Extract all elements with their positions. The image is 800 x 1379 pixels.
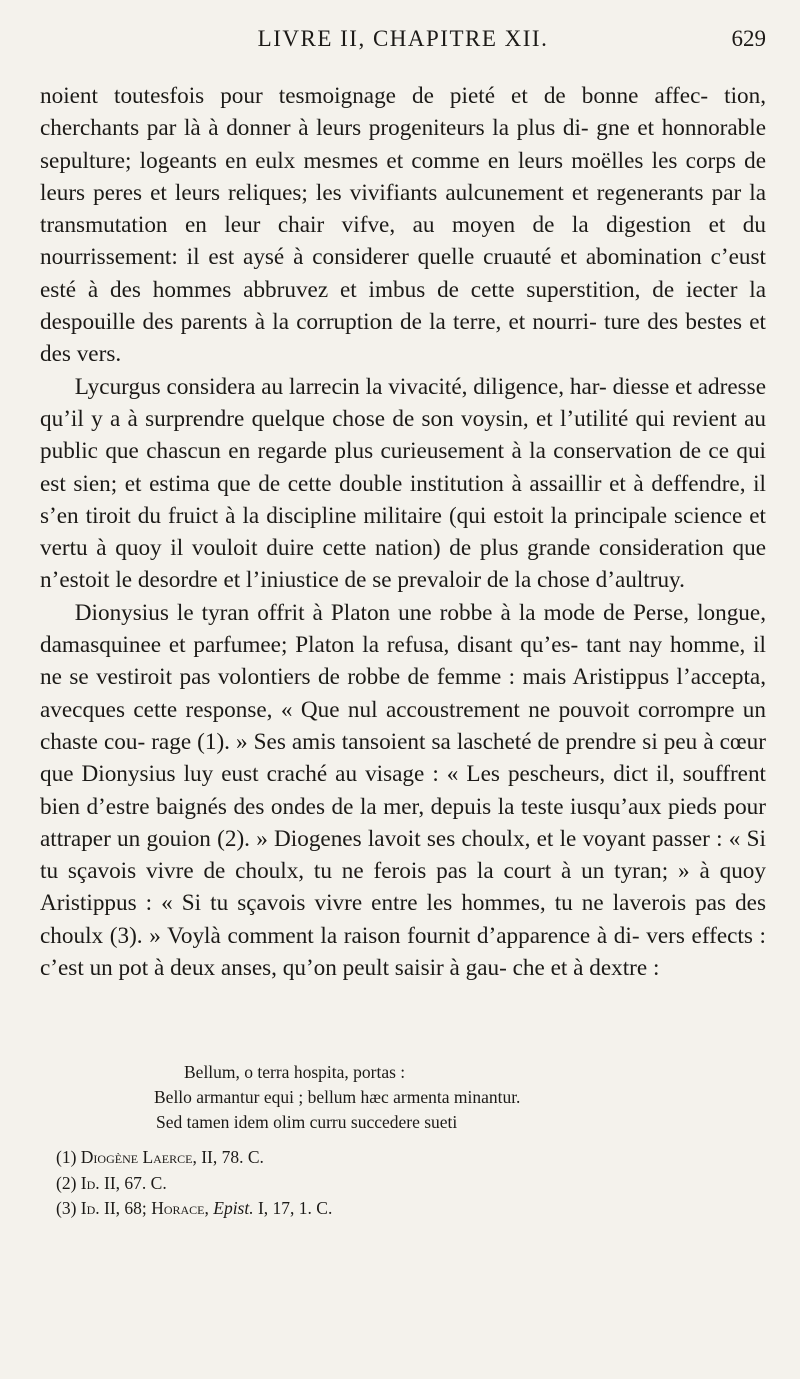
- footnote-author: Id.: [80, 1172, 100, 1193]
- latin-verse: [154, 1060, 520, 1135]
- footnote-reference: II, 78. C.: [201, 1147, 264, 1167]
- page-number: 629: [731, 26, 766, 51]
- paragraph-1: noient toutesfois pour tesmoignage de pieté et de bonne affec- tion, cherchants par là à donner à leurs progeniteurs la plus di- gne et honnorable sepulture; logeants en eulx mesmes et comme en leurs moëlles les corps de leurs peres et leurs reliques; les vivifiants aulcunement et regenerants par la transmutation en leur chair vifve, au moyen de la digestion et du nourrissement: il est aysé à considerer quelle cruauté et abomination c’eust esté à des hommes abbruvez et imbus de cette superstition, de iecter la despouille des parents à la corruption de la terre, et nourri- ture des bestes et des vers.: [40, 83, 766, 368]
- footnote-number: (2): [56, 1172, 77, 1193]
- verse-line-1: Bellum, o terra hospita, portas :: [184, 1062, 406, 1082]
- footnote-author: Diogène Laerce,: [80, 1147, 197, 1167]
- footnotes: [56, 1145, 332, 1222]
- footnote-2: [56, 1171, 332, 1197]
- footnote-number: (1): [56, 1147, 77, 1167]
- footnote-reference-2: I, 17, 1. C.: [257, 1198, 333, 1218]
- body-text: [40, 80, 766, 984]
- footnote-reference: II, 67. C.: [104, 1172, 167, 1193]
- footnote-work-title: Epist.: [213, 1198, 254, 1218]
- running-head: [40, 20, 766, 60]
- footnote-author-2: Horace,: [151, 1198, 209, 1218]
- footnote-reference: II, 68;: [104, 1198, 147, 1218]
- verse-line-2: Bello armantur equi ; bellum hæc armenta minantur.: [154, 1087, 521, 1107]
- paragraph-2: Lycurgus considera au larrecin la vivacité, diligence, har- diesse et adresse qu’il y a à surprendre quelque chose de son voysin, et l’utilité qui revient au public que chascun en regarde plus curieusement à la conservation de ce qui est sien; et estima que de cette double institution à assaillir et à deffendre, il s’en tiroit du fruict à la discipline militaire (qui estoit la principale science et vertu à quoy il vouloit duire cette nation) de plus grande consideration que n’estoit le desordre et l’iniustice de se prevaloir de la chose d’aultruy.: [40, 373, 766, 594]
- footnote-number: (3): [56, 1198, 77, 1218]
- paragraph-3: Dionysius le tyran offrit à Platon une robbe à la mode de Perse, longue, damasquinee et parfumee; Platon la refusa, disant qu’es- tant nay homme, il ne se vestiroit pas volontiers de robbe de femme : mais Aristippus l’accepta, avecques cette response, « Que nul accoustrement ne pouvoit corrompre un chaste cou- rage (1). » Ses amis tansoient sa lascheté de prendre si peu à cœur que Dionysius luy eust craché au visage : « Les pescheurs, dict il, souffrent bien d’estre baignés des ondes de la mer, depuis la teste iusqu’aux pieds pour attraper un gouion (2). » Diogenes lavoit ses choulx, et le voyant passer : « Si tu sçavois vivre de choulx, tu ne ferois pas la court à un tyran; » à quoy Aristippus : « Si tu sçavois vivre entre les hommes, tu ne laverois pas des choulx (3). » Voylà comment la raison fournit d’apparence à di- vers effects : c’est un pot à deux anses, qu’on peult saisir à gau- che et à dextre :: [40, 599, 766, 982]
- footnote-author: Id.: [80, 1198, 100, 1218]
- verse-line-3: Sed tamen idem olim curru succedere sueti: [156, 1112, 458, 1132]
- footnote-1: [56, 1145, 332, 1171]
- running-title: LIVRE II, CHAPITRE XII.: [257, 26, 549, 51]
- footnote-3: [56, 1196, 332, 1222]
